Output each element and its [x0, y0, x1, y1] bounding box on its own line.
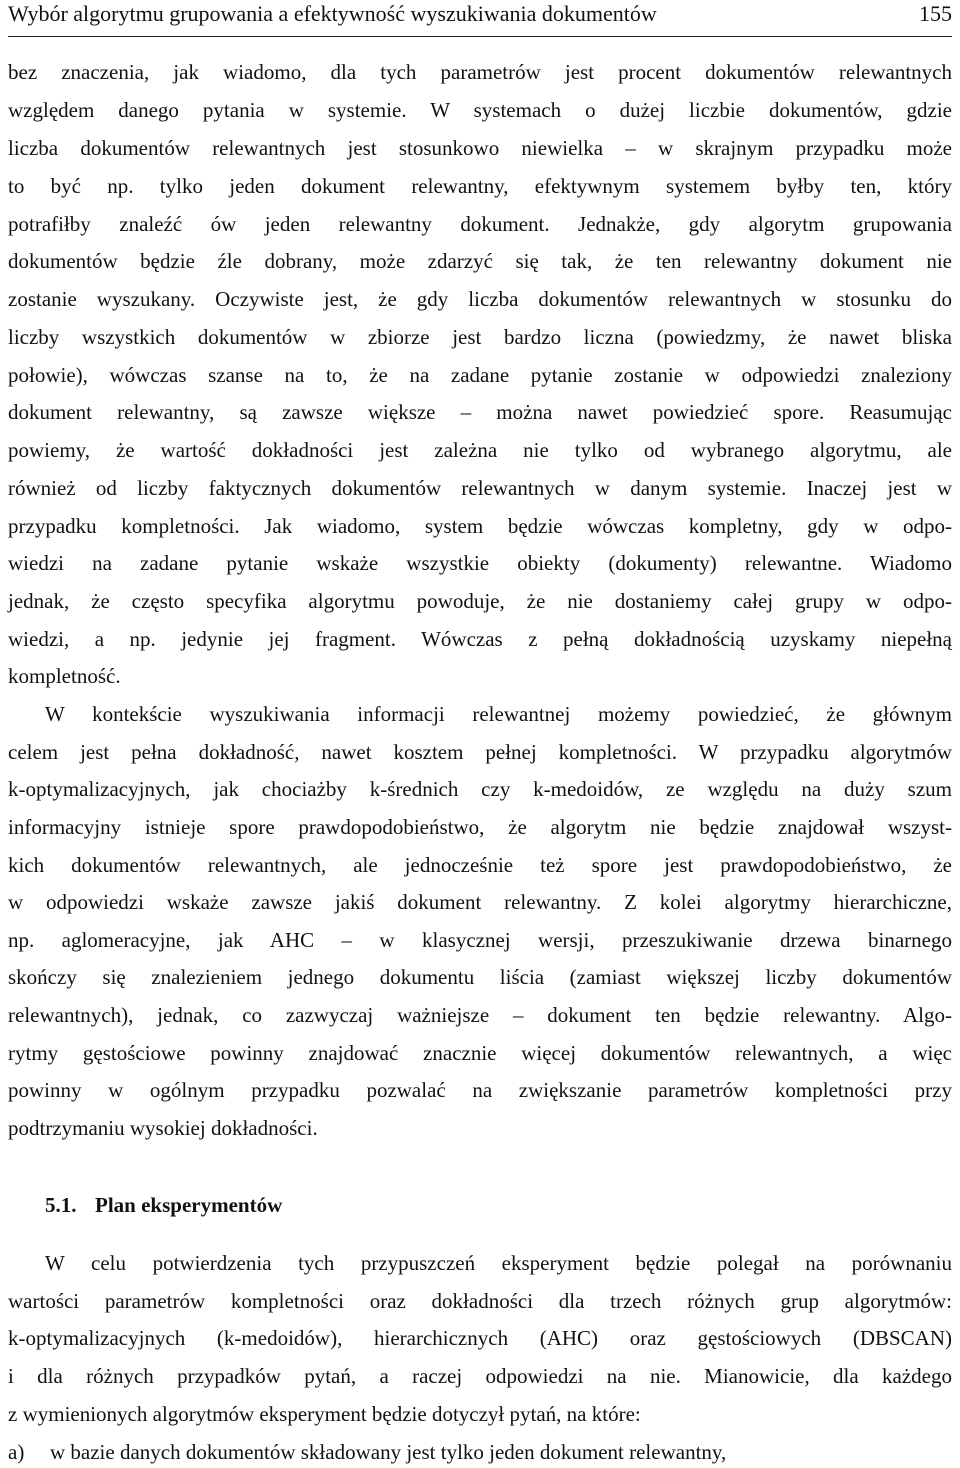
text-line: z wymienionych algorytmów eksperyment będzie dotyczył pytań, na które: — [8, 1402, 641, 1426]
text-line: dokument relewantny, są zawsze większe – można nawet powiedzieć spore. Reasumując — [8, 400, 952, 424]
text-line: jednak, że często specyfika algorytmu powoduje, że nie dostaniemy całej grupy w odpo- — [8, 589, 952, 613]
running-header — [8, 0, 952, 37]
section-heading — [45, 1190, 282, 1220]
text-line: bez znaczenia, jak wiadomo, dla tych parametrów jest procent dokumentów relewantnych — [8, 60, 952, 84]
text-line: relewantnych), jednak, co zazwyczaj ważniejsze – dokument ten będzie relewantny. Algo- — [8, 1003, 952, 1027]
text-line: wartości parametrów kompletności oraz dokładności dla trzech różnych grup algorytmów: — [8, 1289, 952, 1313]
text-line: względem danego pytania w systemie. W systemach o dużej liczbie dokumentów, gdzie — [8, 98, 952, 122]
text-line: informacyjny istnieje spore prawdopodobieństwo, że algorytm nie będzie znajdował wszyst- — [8, 815, 952, 839]
text-line: kompletność. — [8, 664, 121, 688]
text-line: powiemy, że wartość dokładności jest zależna nie tylko od wybranego algorytmu, ale — [8, 438, 952, 462]
text-line: liczby wszystkich dokumentów w zbiorze jest bardzo liczna (powiedzmy, że nawet bliska — [8, 325, 952, 349]
page-number: 155 — [919, 1, 952, 26]
running-header-title: Wybór algorytmu grupowania a efektywność wyszukiwania dokumentów — [8, 1, 657, 26]
list-marker: a) — [8, 1440, 25, 1464]
text-line: potrafiłby znaleźć ów jeden relewantny dokument. Jednakże, gdy algorytm grupowania — [8, 212, 952, 236]
text-line: liczba dokumentów relewantnych jest stosunkowo niewielka – w skrajnym przypadku może — [8, 136, 952, 160]
text-line: dokumentów będzie źle dobrany, może zdarzyć się tak, że ten relewantny dokument nie — [8, 249, 952, 273]
section-title: Plan eksperymentów — [95, 1193, 283, 1217]
text-line: rytmy gęstościowe powinny znajdować znacznie więcej dokumentów relewantnych, a więc — [8, 1041, 952, 1065]
text-line: to być np. tylko jeden dokument relewantny, efektywnym systemem byłby ten, który — [8, 174, 952, 198]
text-line: wiedzi, a np. jedynie jej fragment. Wówczas z pełną dokładnością uzyskamy niepełną — [8, 627, 952, 651]
text-line: celem jest pełna dokładność, nawet kosztem pełnej kompletności. W przypadku algorytmów — [8, 740, 952, 764]
text-line: wiedzi na zadane pytanie wskaże wszystkie obiekty (dokumenty) relewantne. Wiadomo — [8, 551, 952, 575]
text-line: kich dokumentów relewantnych, ale jednocześnie też spore jest prawdopodobieństwo, że — [8, 853, 952, 877]
text-line: i dla różnych przypadków pytań, a raczej odpowiedzi na nie. Mianowicie, dla każdego — [8, 1364, 952, 1388]
text-line: skończy się znalezieniem jednego dokumentu liścia (zamiast większej liczby dokumentów — [8, 965, 952, 989]
text-line: również od liczby faktycznych dokumentów relewantnych w danym systemie. Inaczej jest w — [8, 476, 952, 500]
list-item — [8, 1437, 726, 1467]
text-line: W celu potwierdzenia tych przypuszczeń eksperyment będzie polegał na porównaniu — [45, 1251, 952, 1275]
list-item-text: w bazie danych dokumentów składowany jest tylko jeden dokument relewantny, — [50, 1440, 727, 1464]
text-line: k-optymalizacyjnych (k-medoidów), hierarchicznych (AHC) oraz gęstościowych (DBSCAN) — [8, 1326, 952, 1350]
section-number: 5.1. — [45, 1193, 77, 1217]
text-line: połowie), wówczas szanse na to, że na zadane pytanie zostanie w odpowiedzi znaleziony — [8, 363, 952, 387]
text-line: podtrzymaniu wysokiej dokładności. — [8, 1116, 318, 1140]
text-line: W kontekście wyszukiwania informacji relewantnej możemy powiedzieć, że głównym — [45, 702, 952, 726]
text-line: k-optymalizacyjnych, jak chociażby k-średnich czy k-medoidów, ze względu na duży szum — [8, 777, 952, 801]
text-line: powinny w ogólnym przypadku pozwalać na zwiększanie parametrów kompletności przy — [8, 1078, 952, 1102]
text-line: przypadku kompletności. Jak wiadomo, system będzie wówczas kompletny, gdy w odpo- — [8, 514, 952, 538]
text-line: np. aglomeracyjne, jak AHC – w klasycznej wersji, przeszukiwanie drzewa binarnego — [8, 928, 952, 952]
text-line: zostanie wyszukany. Oczywiste jest, że gdy liczba dokumentów relewantnych w stosunku do — [8, 287, 952, 311]
text-line: w odpowiedzi wskaże zawsze jakiś dokument relewantny. Z kolei algorytmy hierarchiczne, — [8, 890, 952, 914]
